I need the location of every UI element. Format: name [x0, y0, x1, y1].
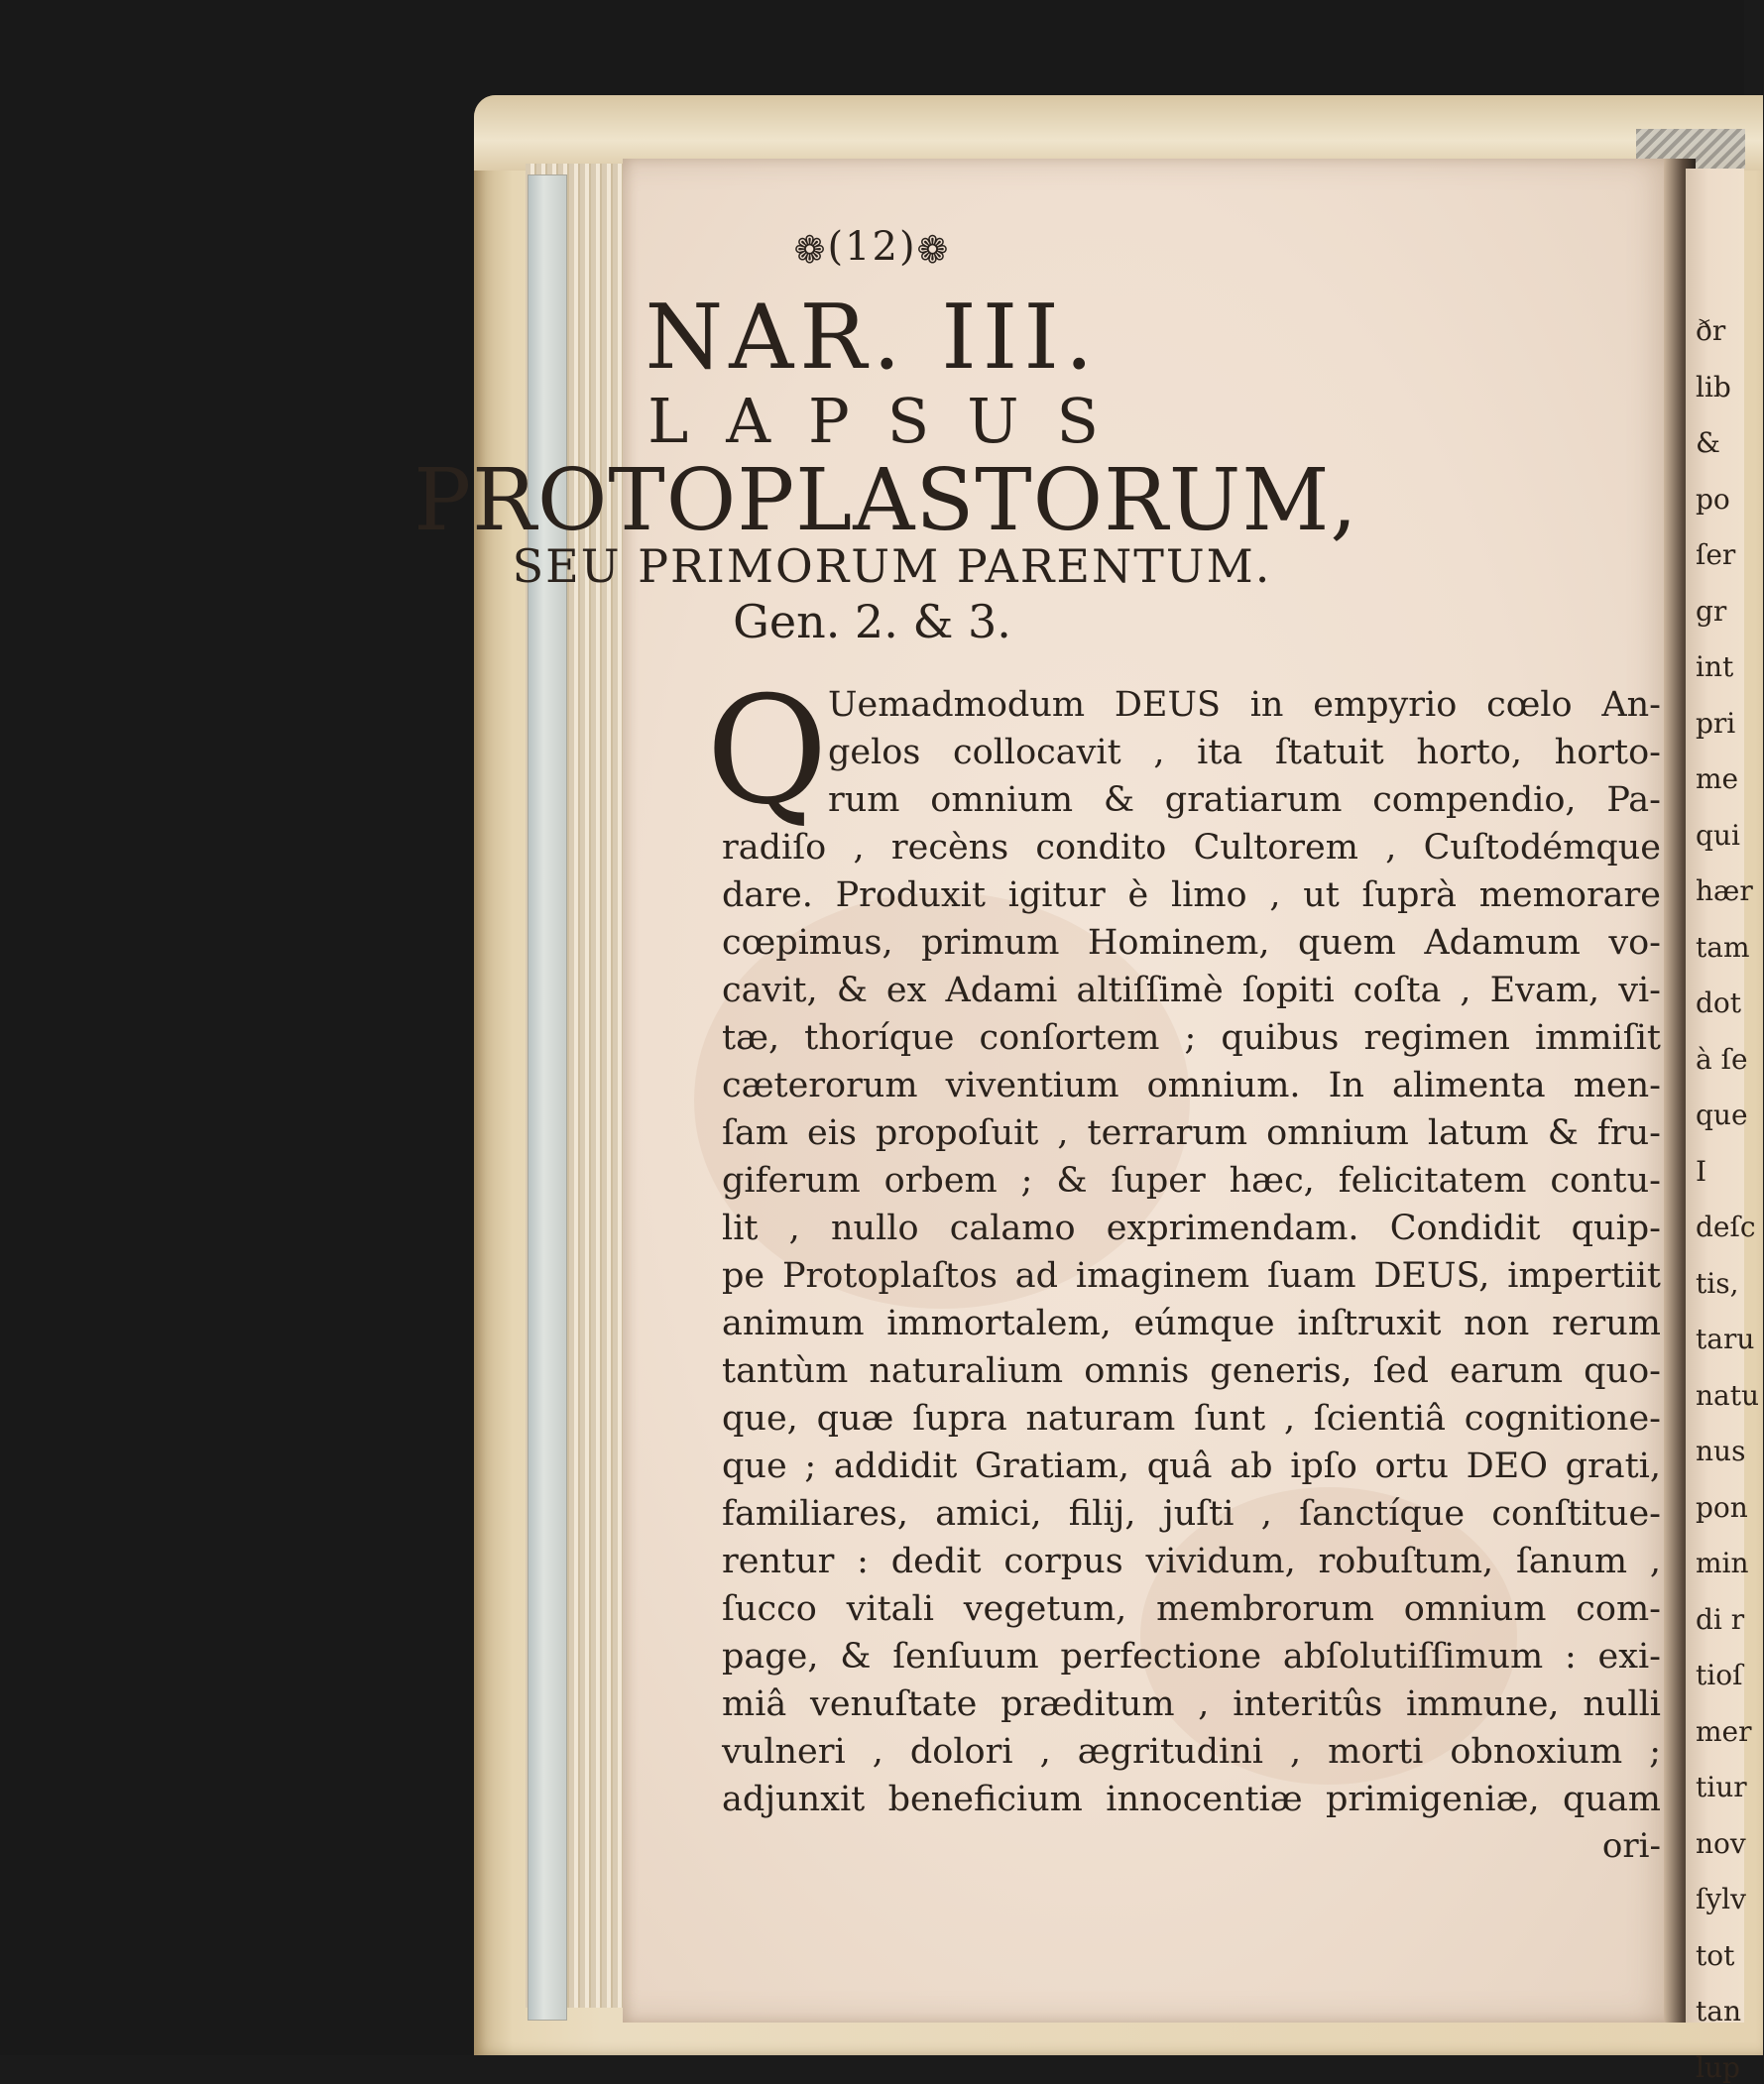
- facing-page-fragment: ðr: [1696, 314, 1726, 347]
- text-line: animum immortalem, eúmque inſtruxit non rerum: [722, 1304, 1661, 1343]
- text-line: page, & ſenſuum perfectione abſolutiſſimum : exi-: [722, 1637, 1661, 1677]
- text-line: dare. Produxit igitur è limo , ut ſuprà memorare: [722, 875, 1661, 915]
- facing-page-fragment: deſc: [1696, 1211, 1756, 1243]
- text-line: rum omnium & gratiarum compendio, Pa-: [828, 780, 1661, 820]
- heading-narratio: NAR. III.: [645, 286, 1100, 390]
- facing-page-fragment: nus: [1696, 1435, 1746, 1467]
- text-line: tæ, thoríque conſortem ; quibus regimen immiſit: [722, 1018, 1661, 1058]
- facing-page-fragment: lup: [1696, 2050, 1740, 2084]
- text-line: cœpimus, primum Hominem, quem Adamum vo-: [722, 923, 1661, 963]
- catchword: ori-: [1601, 1826, 1661, 1866]
- flower-ornament-icon: ❁: [793, 228, 828, 272]
- facing-page-fragment: tis,: [1696, 1266, 1739, 1300]
- facing-page-fragment: natu: [1696, 1378, 1760, 1412]
- text-line: ſucco vitali vegetum, membrorum omnium com-: [722, 1589, 1661, 1629]
- heading-lapsus: LAPSUS: [647, 385, 1136, 457]
- scripture-reference: Gen. 2. & 3.: [733, 595, 1011, 648]
- facing-page-fragment: tioſ: [1696, 1659, 1743, 1691]
- text-line: pe Protoplaſtos ad imaginem ſuam DEUS, impertiit: [722, 1256, 1661, 1296]
- text-line: radiſo , recèns condito Cultorem , Cuſtodémque: [722, 828, 1661, 868]
- facing-page-fragment: taru: [1696, 1323, 1755, 1355]
- facing-page-fragment: que: [1696, 1099, 1748, 1131]
- facing-page-fragment: ſer: [1696, 538, 1736, 571]
- text-line: que, quæ ſupra naturam ſunt , ſcientiâ cognitione-: [722, 1399, 1661, 1439]
- text-line: gelos collocavit , ita ſtatuit horto, horto-: [828, 733, 1661, 772]
- facing-page-fragment: à ſe: [1696, 1042, 1748, 1076]
- text-line: ſam eis propoſuit , terrarum omnium latum & fru-: [722, 1113, 1661, 1153]
- facing-page-fragment: tam: [1696, 930, 1750, 964]
- text-line: miâ venuſtate præditum , interitûs immune, nulli: [722, 1684, 1661, 1724]
- facing-page-fragment: tiur: [1696, 1771, 1747, 1803]
- heading-subtitle: SEU PRIMORUM PARENTUM.: [512, 539, 1272, 593]
- facing-page-fragment: min: [1696, 1547, 1749, 1579]
- text-line: Uemadmodum DEUS in empyrio cœlo An-: [828, 685, 1661, 725]
- text-line: cavit, & ex Adami altiſſimè ſopiti coſta , Evam, vi-: [722, 971, 1661, 1010]
- facing-page-fragment: tot: [1696, 1938, 1735, 1972]
- heading-protoplastorum: PROTOPLASTORUM,: [413, 451, 1358, 550]
- facing-page-fragment: &: [1696, 426, 1720, 459]
- facing-page-fragment: gr: [1696, 594, 1727, 628]
- facing-page-fragment: int: [1696, 650, 1734, 683]
- facing-page-fragment: di r: [1696, 1602, 1745, 1636]
- text-line: familiares, amici, filij, juſti , ſanctíque conſtitue-: [722, 1494, 1661, 1534]
- text-line: tantùm naturalium omnis generis, ſed earum quo-: [722, 1351, 1661, 1391]
- text-line: que ; addidit Gratiam, quâ ab ipſo ortu DEO grati,: [722, 1447, 1661, 1486]
- facing-page-fragment: po: [1696, 482, 1730, 516]
- text-line: cæterorum viventium omnium. In alimenta men-: [722, 1066, 1661, 1105]
- drop-cap: Q: [706, 665, 828, 838]
- facing-page-fragment: lib: [1696, 370, 1731, 404]
- facing-page-fragment: mer: [1696, 1714, 1752, 1748]
- facing-page-fragment: nov: [1696, 1826, 1746, 1860]
- facing-page-fragment: me: [1696, 762, 1739, 795]
- text-line: giferum orbem ; & ſuper hæc, felicitatem contu-: [722, 1161, 1661, 1201]
- facing-page-fragment: qui: [1696, 818, 1740, 852]
- page-number-line: [0, 224, 1744, 272]
- page-number: (12): [827, 224, 917, 270]
- facing-page-fragment: pon: [1696, 1490, 1748, 1524]
- facing-page-fragment: I: [1696, 1154, 1707, 1188]
- facing-page-fragment: ſylv: [1696, 1883, 1746, 1915]
- facing-page-fragment: tan: [1696, 1995, 1741, 2027]
- facing-page-fragment: hær: [1696, 874, 1753, 907]
- text-line: vulneri , dolori , ægritudini , morti obnoxium ;: [722, 1732, 1661, 1772]
- text-line: adjunxit beneficium innocentiæ primigeniæ, quam: [722, 1780, 1661, 1819]
- facing-page-fragment: pri: [1696, 706, 1736, 740]
- facing-page-fragment: dot: [1696, 986, 1742, 1019]
- text-line: lit , nullo calamo exprimendam. Condidit quip-: [722, 1209, 1661, 1248]
- flower-ornament-icon: ❁: [916, 228, 951, 272]
- text-line: rentur : dedit corpus vividum, robuſtum, ſanum ,: [722, 1542, 1661, 1581]
